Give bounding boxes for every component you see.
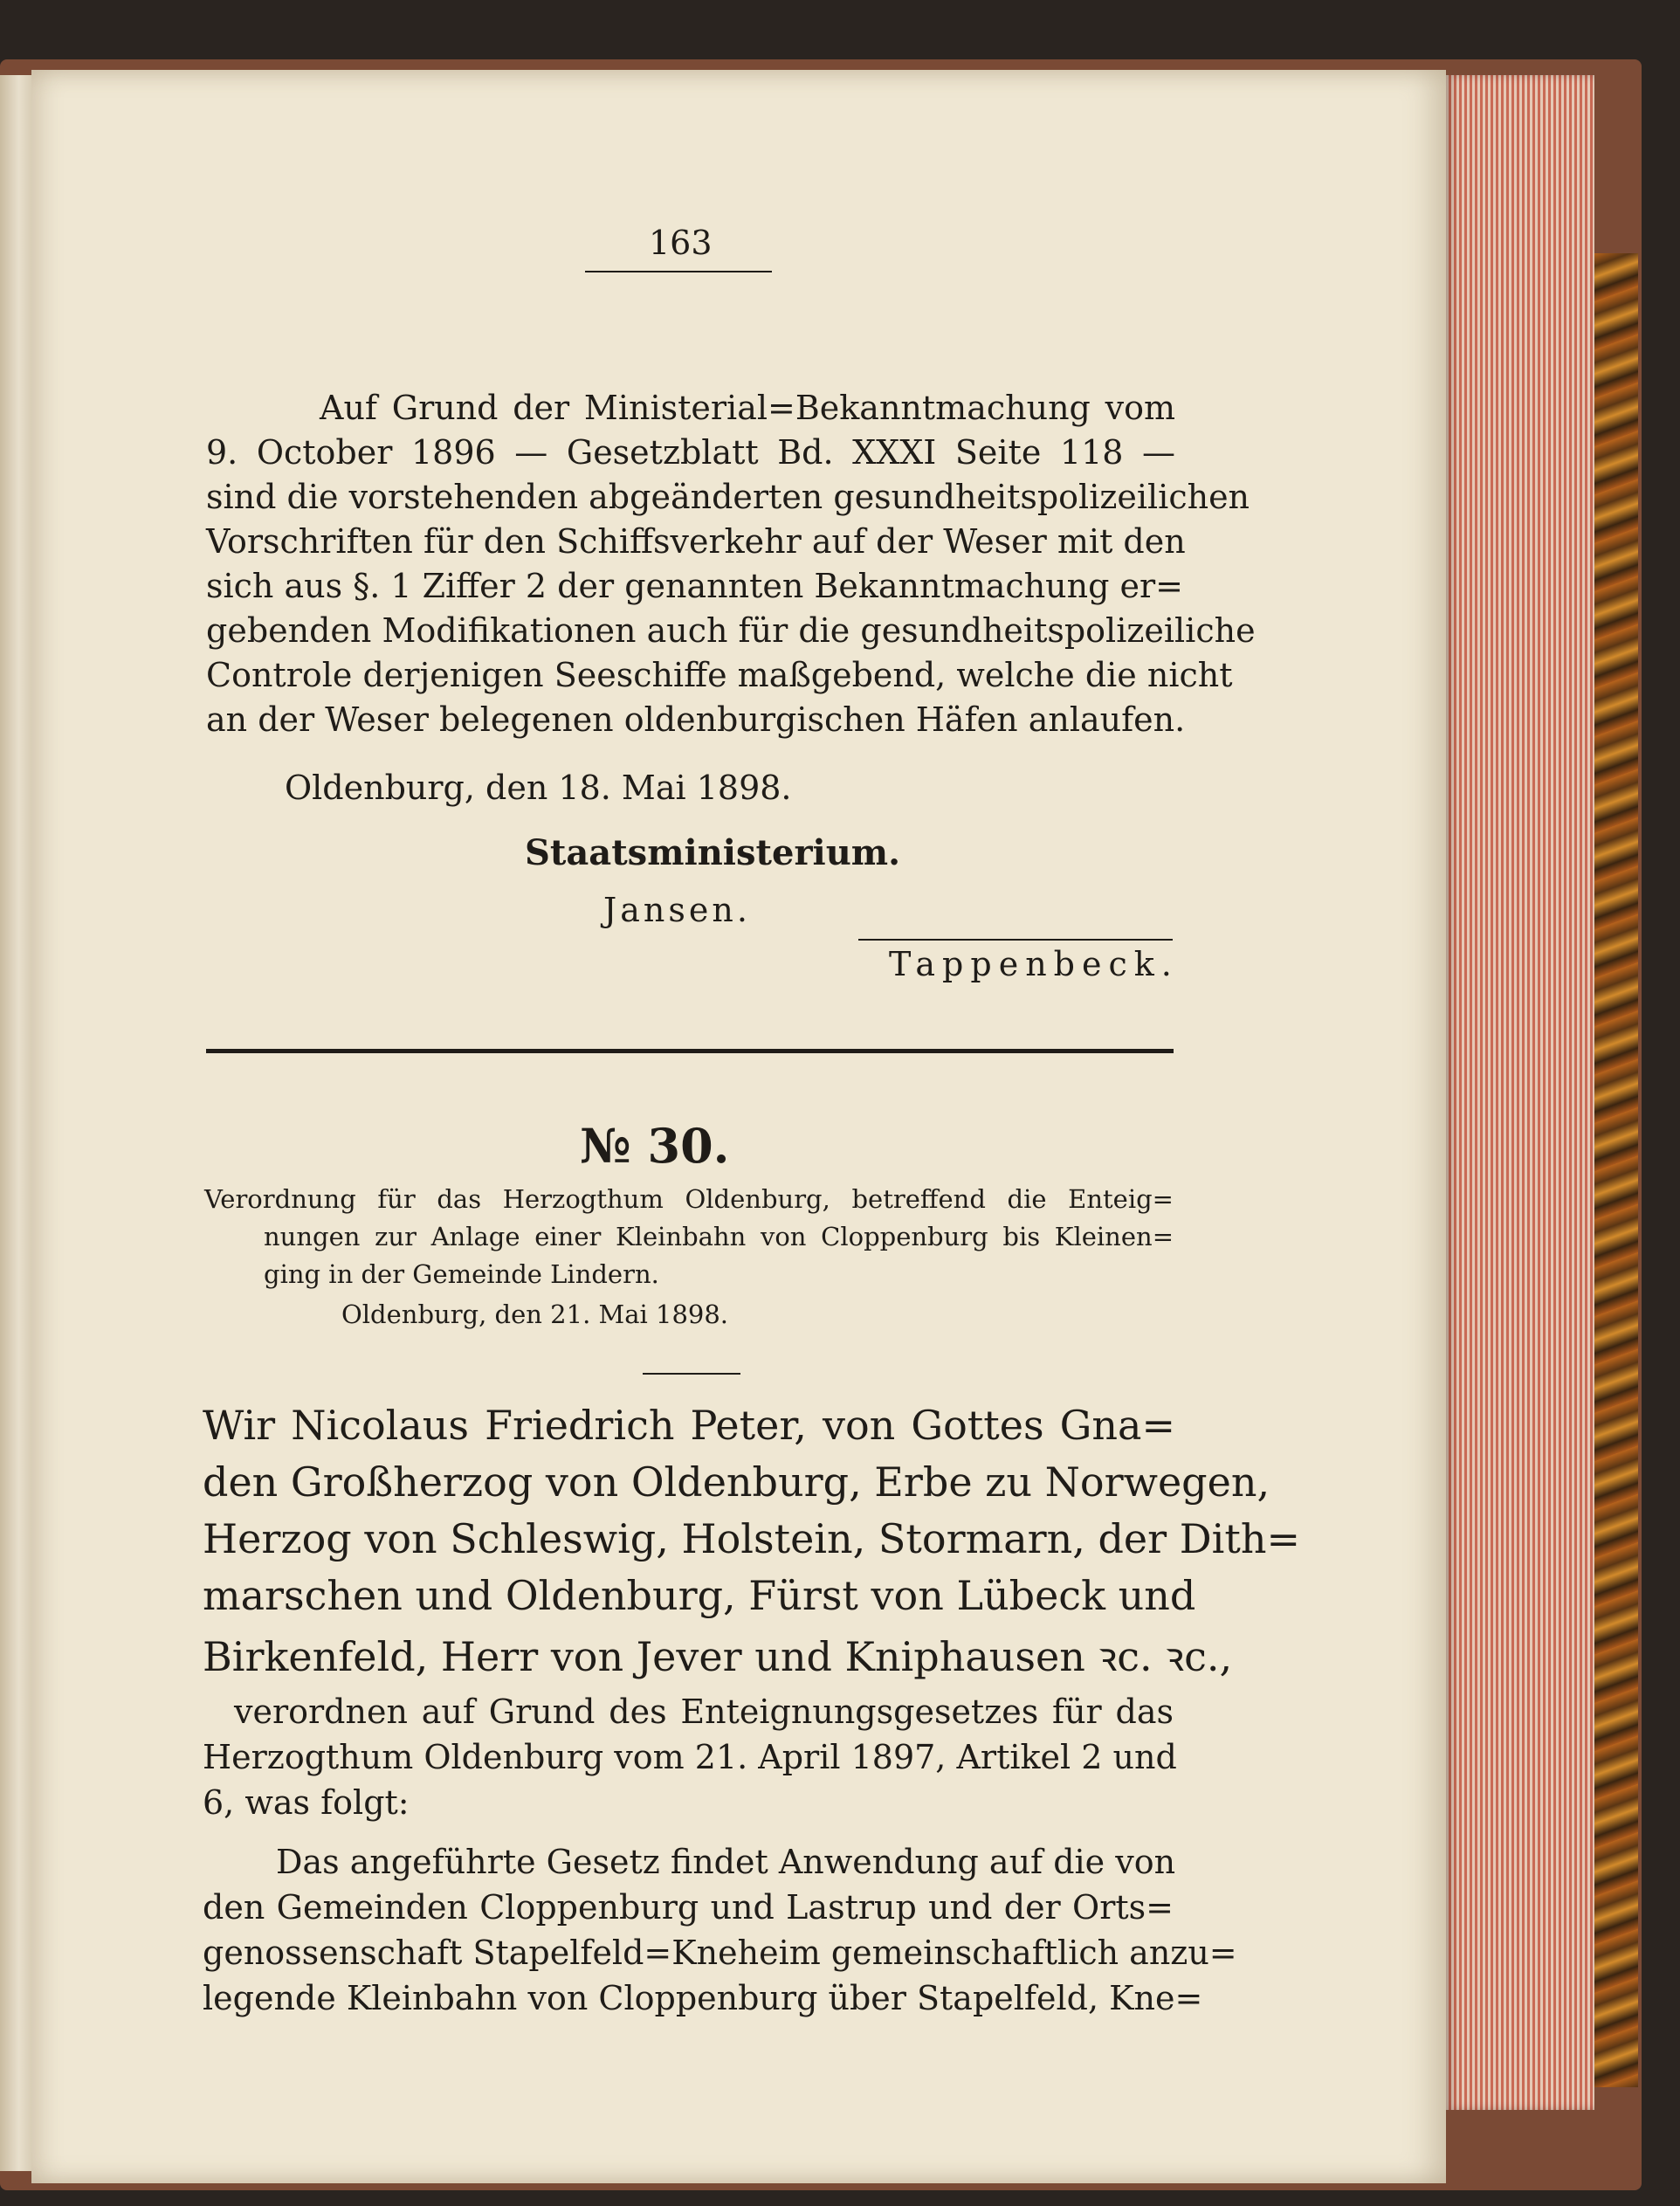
paragraph-line: 9. October 1896 — Gesetzblatt Bd. XXXI Seite 118 — (206, 433, 1175, 472)
document-page (31, 70, 1446, 2183)
page-edges (1446, 75, 1594, 2110)
page-number: 163 (649, 224, 713, 262)
decree-line: marschen und Oldenburg, Fürst von Lübeck und (203, 1572, 1196, 1619)
page-number-rule (585, 271, 772, 272)
paragraph-line: sich aus §. 1 Ziffer 2 der genannten Bekanntmachung er= (206, 567, 1184, 605)
summary-line: nungen zur Anlage einer Kleinbahn von Cloppenburg bis Kleinen= (264, 1222, 1174, 1251)
summary-line: ging in der Gemeinde Lindern. (264, 1259, 659, 1289)
decree-line: den Großherzog von Oldenburg, Erbe zu Norwegen, (203, 1458, 1270, 1506)
ministry-signature: Staatsministerium. (525, 832, 901, 873)
paragraph-line: sind die vorstehenden abgeänderten gesundheitspolizeilichen (206, 478, 1250, 516)
decree-para-line: Das angeführte Gesetz findet Anwendung auf die von (276, 1843, 1176, 1881)
decree-line: Wir Nicolaus Friedrich Peter, von Gottes Gna= (203, 1402, 1175, 1449)
decree-para-line: den Gemeinden Cloppenburg und Lastrup und der Orts= (203, 1888, 1174, 1927)
signature-tappenbeck: Tappenbeck. (889, 945, 1179, 983)
signature-jansen: Jansen. (603, 891, 751, 929)
left-page-edge (0, 75, 31, 2171)
marbled-binding (1594, 253, 1638, 2087)
decree-line: Herzog von Schleswig, Holstein, Stormarn, der Dith= (203, 1515, 1301, 1562)
decree-body-line: Herzogthum Oldenburg vom 21. April 1897, Artikel 2 und (203, 1738, 1177, 1776)
summary-rule (643, 1373, 740, 1375)
decree-para-line: genossenschaft Stapelfeld=Kneheim gemeinschaftlich anzu= (203, 1934, 1237, 1972)
paragraph-line: Vorschriften für den Schiffsverkehr auf der Weser mit den (206, 522, 1186, 561)
summary-line: Verordnung für das Herzogthum Oldenburg, betreffend die Enteig= (204, 1184, 1174, 1214)
decree-para-line: legende Kleinbahn von Cloppenburg über Stapelfeld, Kne= (203, 1979, 1203, 2017)
signature-rule (858, 939, 1173, 941)
date-line: Oldenburg, den 18. Mai 1898. (285, 769, 792, 807)
paragraph-line: Auf Grund der Ministerial=Bekanntmachung vom (320, 389, 1175, 427)
paragraph-line: an der Weser belegenen oldenburgischen Häfen anlaufen. (206, 700, 1186, 739)
section-divider (206, 1049, 1174, 1053)
decree-body-line: verordnen auf Grund des Enteignungsgesetzes für das (234, 1692, 1174, 1731)
paragraph-line: gebenden Modifikationen auch für die gesundheitspolizeiliche (206, 611, 1256, 650)
paragraph-line: Controle derjenigen Seeschiffe maßgebend, welche die nicht (206, 656, 1233, 694)
decree-body-line: 6, was folgt: (203, 1783, 410, 1822)
decree-line: Birkenfeld, Herr von Jever und Kniphausen ꝛc. ꝛc., (203, 1633, 1233, 1680)
section-number: № 30. (580, 1118, 730, 1174)
summary-date: Oldenburg, den 21. Mai 1898. (341, 1299, 729, 1329)
